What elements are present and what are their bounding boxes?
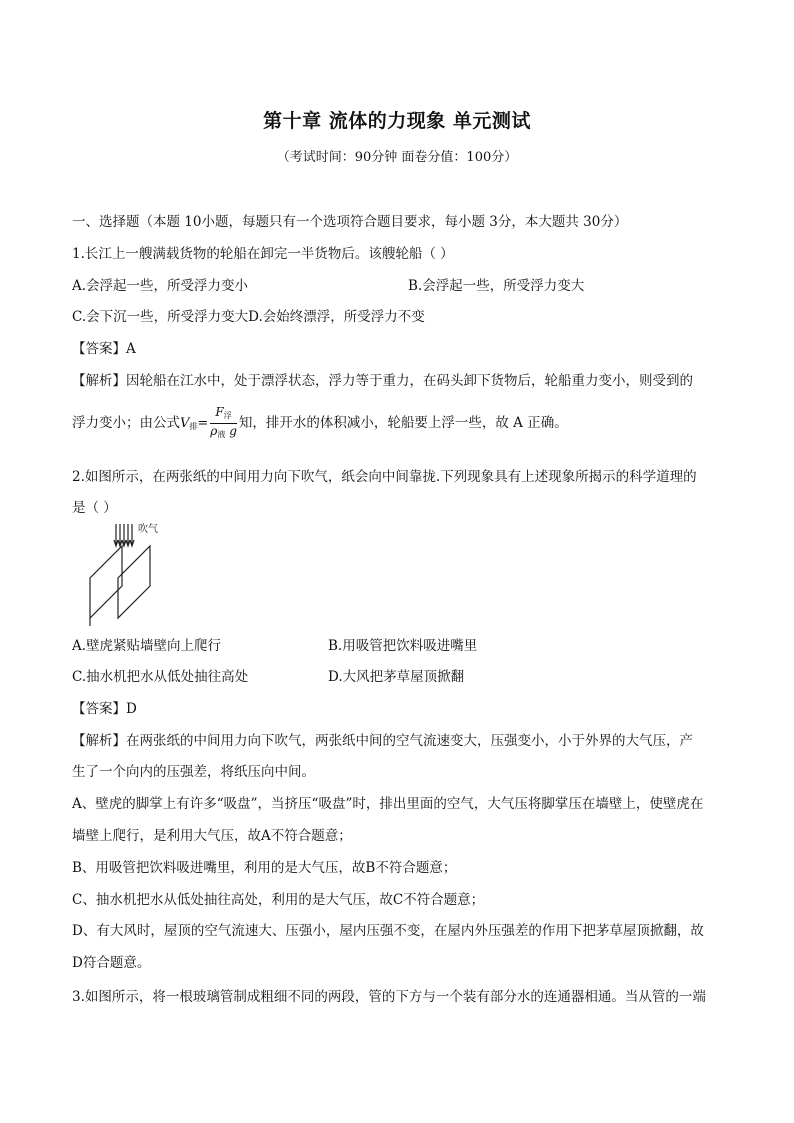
q1-option-cd: C.会下沉一些，所受浮力变大D.会始终漂浮，所受浮力不变 <box>72 309 425 325</box>
figure-label: 吹气 <box>138 524 158 535</box>
q2-explain-b: B、用吸管把饮料吸进嘴里，利用的是大气压，故B不符合题意； <box>72 860 457 876</box>
q2-analysis-line-1: 【解析】在两张纸的中间用力向下吹气，两张纸中间的空气流速变大，压强变小，小于外界的大气压，产 <box>72 733 693 749</box>
two-paper-sheets-figure <box>80 520 190 628</box>
q1-stem: 1.长江上一艘满载货物的轮船在卸完一半货物后。该艘轮船（ ） <box>72 246 454 262</box>
q2-explain-a-line-1: A、壁虎的脚掌上有许多“吸盘”，当挤压“吸盘”时，排出里面的空气，大气压将脚掌压在墙壁上，使壁虎在 <box>72 796 704 812</box>
q1-analysis-text-b: 知，排开水的体积减小，轮船要上浮一些，故 A 正确。 <box>238 415 568 431</box>
q2-answer: 【答案】D <box>72 701 137 717</box>
left-paper <box>90 546 122 618</box>
q2-option-c: C.抽水机把水从低处抽往高处 <box>72 669 249 685</box>
page-subtitle: （考试时间：90分钟 面卷分值：100分） <box>276 150 518 165</box>
q2-option-d: D.大风把茅草屋顶掀翻 <box>328 669 465 685</box>
q2-explain-c: C、抽水机把水从低处抽往高处，利用的是大气压，故C不符合题意； <box>72 892 485 908</box>
q2-option-b: B.用吸管把饮料吸进嘴里 <box>328 638 478 654</box>
q2-stem-line-2: 是（ ） <box>72 500 117 516</box>
q1-analysis-line-1: 【解析】因轮船在江水中，处于漂浮状态，浮力等于重力，在码头卸下货物后，轮船重力变小，则受到的 <box>72 373 693 389</box>
q2-option-a: A.壁虎紧贴墙壁向上爬行 <box>72 638 222 654</box>
q1-answer: 【答案】A <box>72 341 136 357</box>
q2-stem-line-1: 2.如图所示，在两张纸的中间用力向下吹气，纸会向中间靠拢.下列现象具有上述现象所揭示的科学道理的 <box>72 469 697 485</box>
q3-stem-line-1: 3.如图所示，将一根玻璃管制成粗细不同的两段，管的下方与一个装有部分水的连通器相通。当从管的一端 <box>72 989 706 1005</box>
right-paper <box>118 546 150 618</box>
q2-explain-d-line-2: D符合题意。 <box>72 955 151 971</box>
q2-analysis-line-2: 生了一个向内的压强差，将纸压向中间。 <box>72 764 315 780</box>
buoyancy-formula: $V_排=$ $\frac{F_浮}{\rho_液 g}$ <box>180 405 237 439</box>
q2-explain-a-line-2: 墙壁上爬行，是利用大气压，故A不符合题意； <box>72 828 352 844</box>
q1-analysis-text-a: 浮力变小；由公式 <box>72 415 180 431</box>
q2-explain-d-line-1: D、有大风时，屋顶的空气流速大、压强小，屋内压强不变，在屋内外压强差的作用下把茅草屋顶掀翻，故 <box>72 923 704 939</box>
q1-analysis-line-2 <box>72 405 568 442</box>
page-title: 第十章 流体的力现象 单元测试 <box>263 110 531 132</box>
q1-option-b: B.会浮起一些，所受浮力变大 <box>408 278 585 294</box>
section-heading: 一、选择题（本题 10小题，每题只有一个选项符合题目要求，每小题 3分，本大题共 30分） <box>72 214 628 230</box>
q1-option-a: A.会浮起一些，所受浮力变小 <box>72 278 249 294</box>
